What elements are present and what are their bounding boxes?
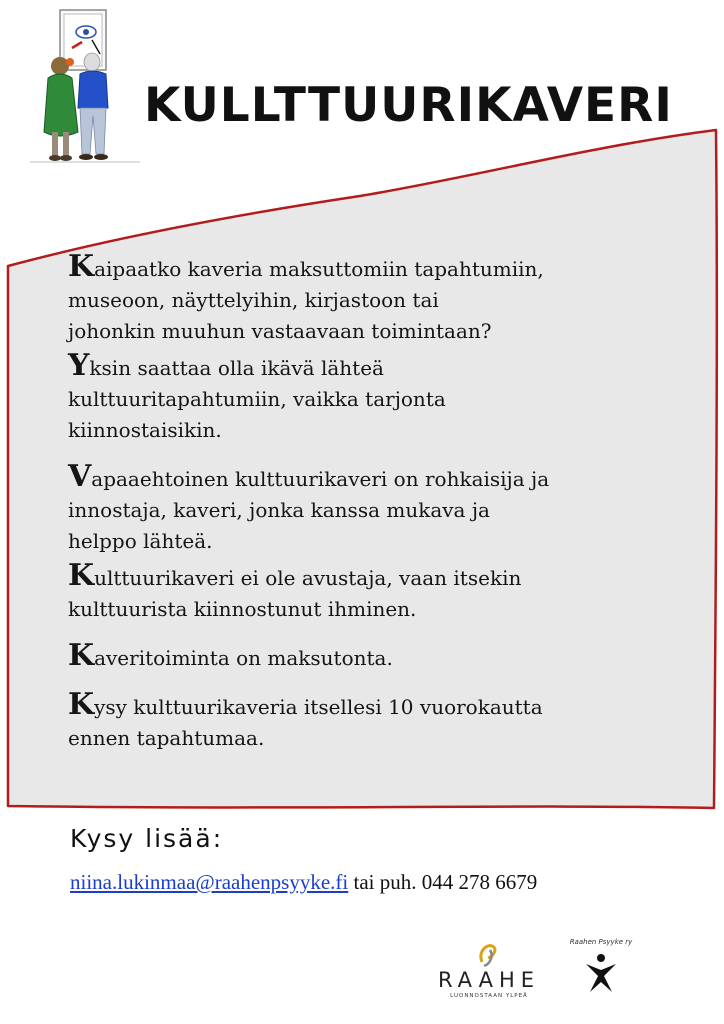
email-link[interactable]: niina.lukinmaa@raahenpsyyke.fi [70, 870, 349, 894]
paragraph-not-assistant [68, 558, 668, 625]
contact-line [70, 870, 537, 895]
paragraph-alone [68, 348, 668, 446]
paragraph-text: ulttuurikaveri ei ole avustaja, vaan itsekin kulttuurista kiinnostunut ihminen. [68, 566, 522, 621]
star-figure-icon [566, 950, 636, 996]
drop-cap: K [68, 638, 95, 673]
drop-cap: K [68, 249, 95, 284]
raahe-logo-name: RAAHE [437, 968, 541, 992]
raahe-logo [424, 938, 554, 1002]
paragraph-text: aipaatko kaveria maksuttomiin tapahtumiin, museoon, näyttelyihin, kirjastoon tai johonkin muuhun vastaavaan toimintaan? [68, 257, 544, 343]
drop-cap: K [68, 558, 95, 593]
drop-cap: V [68, 459, 92, 494]
psyyke-logo-name: Raahen Psyyke ry [569, 938, 633, 946]
paragraph-request [68, 687, 668, 754]
paragraph-text: apaaehtoinen kulttuurikaveri on rohkaisija ja innostaja, kaveri, jonka kanssa mukava ja helppo lähteä. [68, 467, 550, 553]
phone-text: tai puh. 044 278 6679 [348, 870, 538, 894]
raahe-emblem-icon [424, 938, 554, 968]
drop-cap: Y [68, 348, 90, 383]
paragraph-intro [68, 249, 668, 347]
paragraph-text: ysy kulttuurikaveria itsellesi 10 vuorokautta ennen tapahtumaa. [68, 695, 543, 750]
paragraph-text: averitoiminta on maksutonta. [94, 646, 393, 670]
paragraph-volunteer [68, 459, 668, 557]
raahe-logo-tagline: LUONNOSTAAN YLPEÄ [450, 993, 528, 999]
paragraph-text: ksin saattaa olla ikävä lähteä kulttuuritapahtumiin, vaikka tarjonta kiinnostaisikin. [68, 356, 446, 442]
info-text-block [68, 249, 668, 754]
drop-cap: K [68, 687, 95, 722]
psyyke-logo [566, 938, 636, 994]
poster-title: KULLTTUURIKAVERI [144, 78, 673, 133]
paragraph-free [68, 638, 668, 674]
ask-more-heading: Kysy lisää: [70, 824, 224, 853]
